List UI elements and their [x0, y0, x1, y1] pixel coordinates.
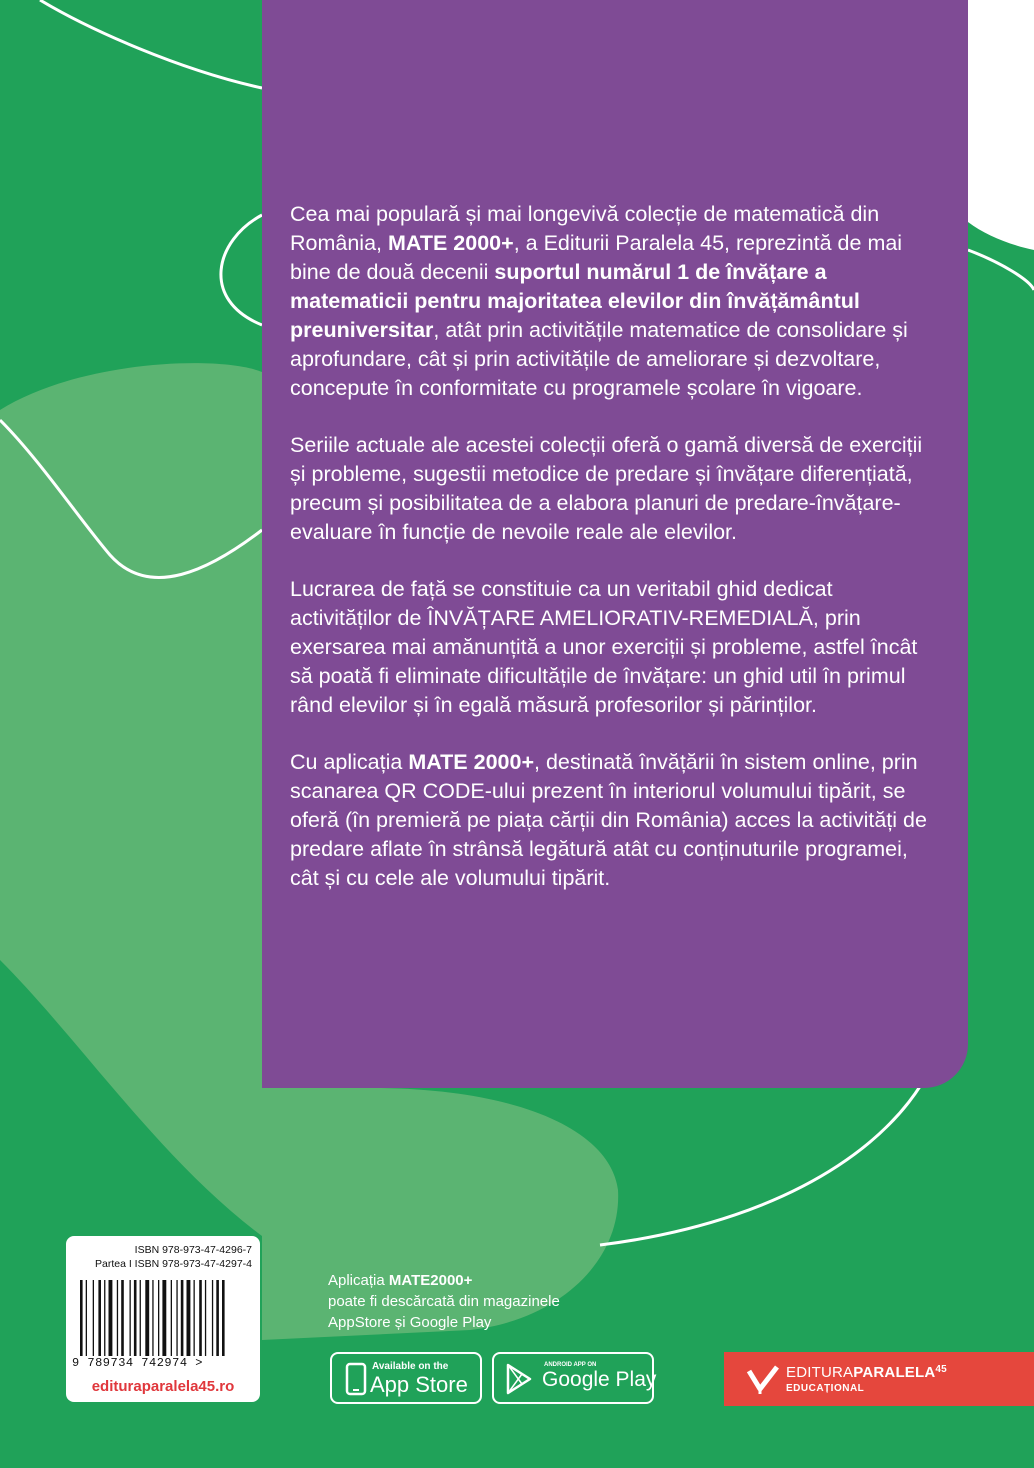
phone-icon — [342, 1362, 370, 1396]
app-store-button[interactable] — [330, 1352, 482, 1404]
barcode-bar — [134, 1280, 137, 1356]
barcode-bar — [152, 1280, 153, 1356]
barcode-bar — [130, 1280, 131, 1356]
app-note-line-3: AppStore și Google Play — [328, 1314, 492, 1331]
barcode-bar — [199, 1280, 202, 1356]
publisher-subtitle: EDUCAȚIONAL — [786, 1383, 865, 1394]
barcode-bar — [181, 1280, 184, 1356]
barcode-digits: 9 789734 742974 > — [72, 1356, 203, 1370]
barcode-bar — [109, 1280, 113, 1356]
paragraph-4: Cu aplicația MATE 2000+, destinată învățării în sistem online, prin scanarea QR CODE-ului prezent în interiorul volumului tipărit, se oferă (în premieră pe piața cărții din România) acces la activități de predare aflate în strânsă legătură atât cu conținuturile programei, cât și cu cele ale volumului tipărit. — [290, 750, 927, 890]
barcode-bar — [176, 1280, 177, 1356]
barcode-bar — [194, 1280, 195, 1356]
white-curve-top — [40, 0, 262, 88]
google-play-button[interactable] — [492, 1352, 657, 1404]
barcode-bar — [140, 1280, 141, 1356]
app-note-line-1: Aplicația MATE2000+ — [328, 1272, 473, 1289]
paragraph-1: Cea mai populară și mai longevivă colecție de matematică din România, MATE 2000+, a Editurii Paralela 45, reprezintă de mai bine de două decenii suportul numărul 1 de învățare a matematicii pentru majoritatea elevilor din învățământul preuniversitar, atât prin activitățile matematice de consolidare și aprofundare, cât și prin activitățile de ameliorare și dezvoltare, concepute în conformitate cu programele școlare în vigoare. — [290, 202, 908, 400]
publisher-logo-bar — [724, 1352, 1034, 1406]
white-corner — [968, 0, 1034, 250]
isbn-line: ISBN 978-973-47-4296-7 — [134, 1244, 252, 1256]
app-note — [328, 1270, 648, 1333]
book-check-icon — [746, 1363, 780, 1395]
barcode-bar — [93, 1280, 94, 1356]
barcode-bar — [222, 1280, 225, 1356]
white-curve-right — [968, 250, 1034, 290]
publisher-url[interactable]: edituraparalela45.ro — [91, 1378, 235, 1395]
publisher-name: EDITURAPARALELA$^{45}$ — [786, 1364, 947, 1381]
barcode-bar — [98, 1280, 101, 1356]
barcode-bar — [145, 1280, 149, 1356]
barcode-bar — [86, 1280, 87, 1356]
barcode-bar — [117, 1280, 118, 1356]
barcode-bar — [171, 1280, 172, 1356]
white-curve-left — [221, 215, 262, 325]
barcode — [78, 1280, 250, 1356]
app-store-small-label: Available on the — [372, 1361, 449, 1372]
description-text — [290, 200, 940, 921]
paragraph-3: Lucrarea de față se constituie ca un veritabil ghid dedicat activităților de ÎNVĂȚARE AMELIORATIV-REMEDIALĂ, prin exersarea mai amănunțită a unor exerciții și probleme, astfel încât să poată fi eliminate dificultățile de învățare: un ghid util în primul rând elevilor și în egală măsură profesorilor și părinților. — [290, 577, 918, 717]
barcode-bar — [205, 1280, 206, 1356]
isbn-part-line: Partea I ISBN 978-973-47-4297-4 — [94, 1258, 252, 1270]
google-play-label: Google Play — [542, 1368, 657, 1391]
barcode-bar — [216, 1280, 219, 1356]
app-store-label: App Store — [370, 1372, 468, 1397]
paragraph-2: Seriile actuale ale acestei colecții oferă o gamă diversă de exerciții și probleme, sugestii metodice de predare și învățare diferențiată, precum și posibilitatea de a elabora planuri de predare-învățare-evaluare în funcție de nevoile reale ale elevilor. — [290, 433, 923, 544]
barcode-bar — [187, 1280, 191, 1356]
google-play-small-label: ANDROID APP ON — [544, 1362, 597, 1368]
barcode-bar — [162, 1280, 166, 1356]
play-icon — [504, 1362, 532, 1396]
barcode-bar — [104, 1280, 105, 1356]
barcode-bar — [121, 1280, 124, 1356]
barcode-bar — [212, 1280, 213, 1356]
app-note-line-2: poate fi descărcată din magazinele — [328, 1293, 560, 1310]
isbn-card — [66, 1236, 260, 1402]
barcode-bar — [158, 1280, 159, 1356]
barcode-bar — [80, 1280, 83, 1356]
